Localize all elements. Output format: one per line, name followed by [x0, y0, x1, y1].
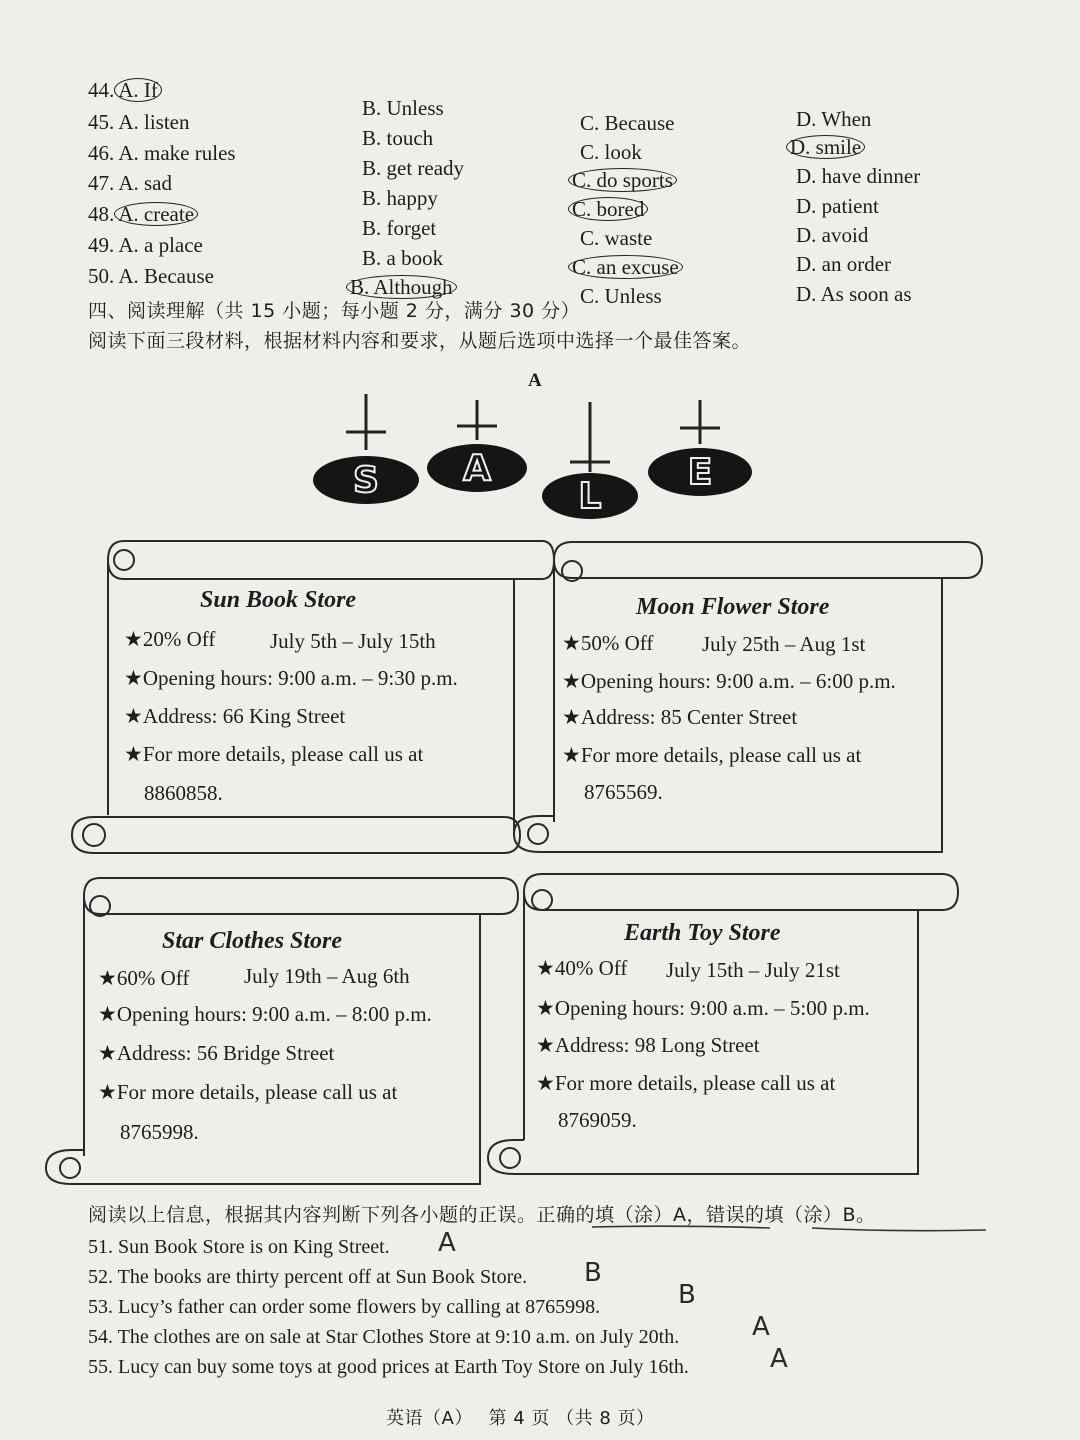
sale-letter-a: A: [463, 448, 491, 489]
option-46-c: C. do sports: [568, 168, 677, 193]
sale-letter-l: L: [578, 476, 602, 517]
scroll-frame: [508, 538, 984, 858]
store-phone: 8769059.: [558, 1108, 637, 1132]
store-address: ★Address: 56 Bridge Street: [98, 1041, 335, 1065]
question-53: 53. Lucy’s father can order some flowers by calling at 8765998.: [88, 1296, 601, 1318]
option-46-d: D. have dinner: [796, 164, 921, 188]
scroll-frame: [64, 535, 554, 860]
question-51: 51. Sun Book Store is on King Street.: [88, 1236, 390, 1258]
option-49-a: 49. A. a place: [88, 233, 203, 257]
answer-52: B: [584, 1258, 602, 1288]
option-46-a: 46. A. make rules: [88, 141, 236, 165]
option-50-a: 50. A. Because: [88, 264, 214, 288]
option-46-b: B. get ready: [362, 156, 465, 180]
option-45-c: C. look: [580, 140, 642, 164]
store-dates: July 15th – July 21st: [666, 958, 840, 982]
answer-53: B: [678, 1280, 696, 1310]
option-45-d: D. smile: [786, 135, 865, 160]
store-details: ★For more details, please call us at: [124, 742, 424, 766]
store-phone: 8765998.: [120, 1120, 199, 1144]
page-footer: 英语（A） 第 4 页 （共 8 页）: [386, 1408, 655, 1429]
store-dates: July 25th – Aug 1st: [702, 632, 866, 656]
option-48-b: B. forget: [362, 216, 437, 240]
option-47-a: 47. A. sad: [88, 171, 173, 195]
store-dates: July 5th – July 15th: [270, 629, 436, 653]
store-details: ★For more details, please call us at: [536, 1071, 836, 1095]
store-phone: 8765569.: [584, 780, 663, 804]
option-50-c: C. Unless: [580, 284, 662, 308]
option-47-c: C. bored: [568, 197, 648, 222]
option-50-d: D. As soon as: [796, 282, 912, 306]
scroll-frame: [42, 872, 520, 1192]
store-hours: ★Opening hours: 9:00 a.m. – 5:00 p.m.: [536, 996, 870, 1020]
option-47-b: B. happy: [362, 186, 438, 210]
store-name: Moon Flower Store: [636, 594, 830, 620]
store-name: Sun Book Store: [200, 587, 357, 613]
question-52: 52. The books are thirty percent off at Sun Book Store.: [88, 1266, 528, 1288]
store-details: ★For more details, please call us at: [98, 1080, 398, 1104]
store-discount: ★40% Off: [536, 956, 628, 980]
answer-51: A: [438, 1228, 456, 1258]
store-hours: ★Opening hours: 9:00 a.m. – 9:30 p.m.: [124, 666, 458, 690]
store-dates: July 19th – Aug 6th: [244, 964, 410, 988]
store-name: Star Clothes Store: [162, 928, 343, 954]
store-address: ★Address: 66 King Street: [124, 704, 346, 728]
passage-label: A: [528, 370, 542, 391]
store-card-star-clothes: [42, 872, 520, 1192]
option-44-c: C. Because: [580, 111, 675, 135]
section-heading: 四、阅读理解（共 15 小题；每小题 2 分，满分 30 分）: [88, 300, 581, 322]
store-hours: ★Opening hours: 9:00 a.m. – 8:00 p.m.: [98, 1002, 432, 1026]
option-50-b: B. Although: [346, 275, 457, 300]
store-details: ★For more details, please call us at: [562, 743, 862, 767]
option-44-b: B. Unless: [362, 96, 444, 120]
option-45-b: B. touch: [362, 126, 434, 150]
store-discount: ★50% Off: [562, 631, 654, 655]
judge-instruction: 阅读以上信息，根据其内容判断下列各小题的正误。正确的填（涂）A，错误的填（涂）B。: [88, 1204, 876, 1226]
pen-underline: [590, 1222, 990, 1236]
sale-sign-graphic: [300, 388, 770, 528]
store-discount: ★20% Off: [124, 627, 216, 651]
option-49-b: B. a book: [362, 246, 444, 270]
store-discount: ★60% Off: [98, 966, 190, 990]
store-phone: 8860858.: [144, 781, 223, 805]
store-card-sun-book: [64, 535, 554, 860]
answer-54: A: [752, 1312, 770, 1342]
scroll-frame: [482, 870, 960, 1182]
option-44-d: D. When: [796, 107, 872, 131]
sale-letter-e: E: [687, 452, 713, 493]
answer-55: A: [770, 1344, 788, 1374]
option-48-a: 48. A. create: [88, 202, 198, 227]
sale-letter-s: S: [353, 460, 379, 501]
option-48-d: D. avoid: [796, 223, 869, 247]
option-49-d: D. an order: [796, 252, 892, 276]
option-47-d: D. patient: [796, 194, 879, 218]
store-card-moon-flower: [508, 538, 984, 858]
option-49-c: C. an excuse: [568, 255, 683, 280]
section-instruction: 阅读下面三段材料，根据材料内容和要求，从题后选项中选择一个最佳答案。: [88, 330, 752, 352]
question-55: 55. Lucy can buy some toys at good prices at Earth Toy Store on July 16th.: [88, 1356, 689, 1378]
store-name: Earth Toy Store: [624, 920, 781, 946]
store-address: ★Address: 85 Center Street: [562, 705, 798, 729]
store-address: ★Address: 98 Long Street: [536, 1033, 760, 1057]
question-54: 54. The clothes are on sale at Star Clothes Store at 9:10 a.m. on July 20th.: [88, 1326, 680, 1348]
store-card-earth-toy: [482, 870, 960, 1182]
store-hours: ★Opening hours: 9:00 a.m. – 6:00 p.m.: [562, 669, 896, 693]
option-44-a: 44. A. If: [88, 78, 162, 103]
option-48-c: C. waste: [580, 226, 653, 250]
option-45-a: 45. A. listen: [88, 110, 190, 134]
